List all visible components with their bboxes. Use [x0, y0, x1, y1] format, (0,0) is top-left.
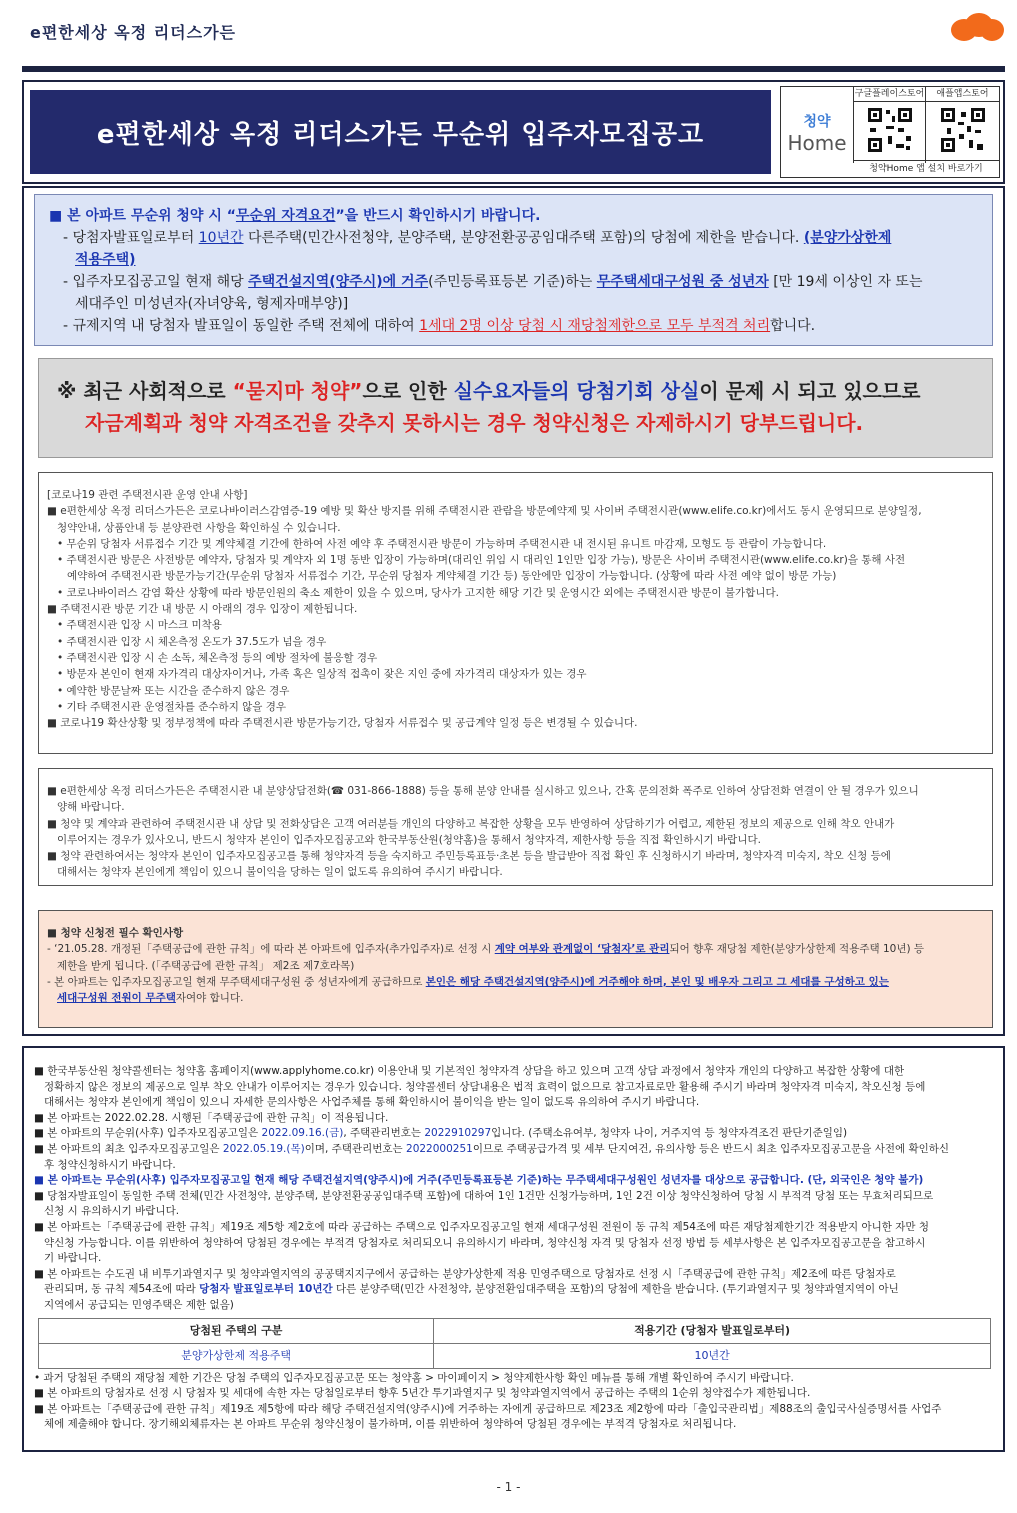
- brand-header: e편한세상 옥정 리더스가든: [30, 23, 237, 42]
- restriction-table: [38, 1318, 991, 1369]
- eligibility-line-1b: 적용주택): [75, 252, 136, 268]
- page-number: - 1 -: [496, 1480, 521, 1494]
- table-header-cell: 당첨된 주택의 구분: [39, 1318, 434, 1343]
- app-install-link[interactable]: 청약Home 앱 설치 바로가기: [853, 160, 999, 177]
- qr-code-icon: [939, 106, 987, 154]
- notice-section: [22, 186, 1005, 1036]
- google-play-qr[interactable]: [853, 87, 925, 163]
- table-cell: 10년간: [434, 1343, 991, 1368]
- phone-notice: ■ e편한세상 옥정 리더스가든은 주택전시관 내 분양상담전화(☎ 031-866-1888) 등을 통해 분양 안내를 실시하고 있으나, 간혹 문의전화 폭주로 인하여 상담전화 연결이 안 될 경우가 있으니 양해 바랍니다. ■ 청약 및 계약과 관련하여 주택전시관 내 상담 및 전화상담은 고객 여러분들 개인의 다양하고 복잡한 상황을 모두 반영하여 상담하기가 어렵고, 제한된 정보의 제공으로 인해 착오 안내가 이루어지는 경우가 있사오니, 반드시 청약자 본인이 입주자모집공고와 한국부동산원(청약홈)을 통해서 청약자격, 제한사항 등을 직접 확인하시기 바랍니다. ■ 청약 관련하여서는 청약자 본인이 입주자모집공고를 통해 청약자격 등을 숙지하고 주민등록표등·초본 등을 발급받아 직접 확인 후 신청하시기 바라며, 청약자격 미숙지, 착오 신청 등에 대해서는 청약자 본인에게 책임이 있으니 불이익을 당하는 일이 없도록 유의하여 주시기 바랍니다.: [38, 768, 993, 886]
- table-cell: 분양가상한제 적용주택: [39, 1343, 434, 1368]
- eligibility-line-2b: 세대주인 미성년자(자녀양육, 형제자매부양)]: [75, 296, 349, 312]
- eligibility-line-3: - 규제지역 내 당첨자 발표일이 동일한 주택 전체에 대하여 1세대 2명 이상 당첨 시 재당첨제한으로 모두 부적격 처리합니다.: [63, 318, 816, 334]
- page-title: e편한세상 옥정 리더스가든 무순위 입주자모집공고: [30, 90, 771, 174]
- app-store-qr[interactable]: [925, 87, 999, 163]
- warning-banner: ※ 최근 사회적으로 “묻지마 청약”으로 인한 실수요자들의 당첨기회 상실이 문제 시 되고 있으므로 자금계획과 청약 자격조건을 갖추지 못하시는 경우 청약신청은 자제하시기 당부드립니다.: [38, 358, 993, 458]
- table-header-cell: 적용기간 (당첨자 발표일로부터): [434, 1318, 991, 1343]
- app-store-label: 애플앱스토어: [926, 87, 999, 102]
- table-row: [39, 1343, 991, 1368]
- google-play-label: 구글플레이스토어: [854, 87, 925, 102]
- header-rule: [22, 66, 1005, 72]
- table-header-row: [39, 1318, 991, 1343]
- covid-notice: [코로나19 관련 주택전시관 운영 안내 사항] ■ e편한세상 옥정 리더스가든은 코로나바이러스감염증-19 예방 및 확산 방지를 위해 주택전시관 관람을 방문예약제 및 사이버 주택전시관(www.elife.co.kr)에서도 동시 운영되므로 분양일정, 청약안내, 상품안내 등 분양관련 사항을 확인하실 수 있습니다. • 무순위 당첨자 서류접수 기간 및 계약체결 기간에 한하여 사전 예약 후 주택전시관 방문이 가능하며 주택전시관 내 전시된 유니트 마감재, 모형도 등 관람이 가능합니다. • 주택전시관 방문은 사전방문 예약자, 당첨자 및 계약자 외 1명 동반 입장이 가능하며(대리인 위임 시 대리인 1인만 입장 가능), 방문은 사이버 주택전시관(www.elife.co.kr)을 통해 사전 예약하여 주택전시관 방문가능기간(무순위 당첨자 서류접수 기간, 무순위 당첨자 계약체결 기간 등) 동안에만 입장이 가능합니다. (상황에 따라 사전 예약 없이 방문 가능) • 코로나바이러스 감염 확산 상황에 따라 방문인원의 축소 제한이 있을 수 있으며, 당사가 고지한 해당 기간 및 운영시간 외에는 주택전시관 방문이 불가합니다. ■ 주택전시관 방문 기간 내 방문 시 아래의 경우 입장이 제한됩니다. • 주택전시관 입장 시 마스크 미착용 • 주택전시관 입장 시 체온측정 온도가 37.5도가 넘을 경우 • 주택전시관 입장 시 손 소독, 체온측정 등의 예방 절차에 불응할 경우 • 방문자 본인이 현재 자가격리 대상자이거나, 가족 혹은 일상적 접촉이 잦은 지인 중에 자가격리 대상자가 있는 경우 • 예약한 방문날짜 또는 시간을 준수하지 않은 경우 • 기타 주택전시관 운영절차를 준수하지 않을 경우 ■ 코로나19 확산상황 및 정부정책에 따라 주택전시관 방문가능기간, 당첨자 서류접수 및 공급계약 일정 등은 변경될 수 있습니다.: [38, 472, 993, 754]
- eligibility-notice: [34, 194, 993, 346]
- eligibility-line-2: - 입주자모집공고일 현재 해당 주택건설지역(양주시)에 거주(주민등록표등본 기준)하는 무주택세대구성원 중 성년자 [만 19세 이상인 자 또는: [63, 274, 923, 290]
- applyhome-logo: [783, 93, 851, 173]
- eligibility-line-1: - 당첨자발표일로부터 10년간 다른주택(민간사전청약, 분양주택, 분양전환공공임대주택 포함)의 당첨에 제한을 받습니다. (분양가상한제: [63, 230, 892, 246]
- pre-application-checklist: ■ 청약 신청전 필수 확인사항 - ‘21.05.28. 개정된「주택공급에 관한 규칙」에 따라 본 아파트에 입주자(추가입주자)로 선정 시 계약 여부와 관계없이 ‘당첨자’로 관리되어 향후 재당첨 제한(분양가상한제 적용주택 10년) 등 제한을 받게 됩니다. (「주택공급에 관한 규칙」 제2조 제7호라목) - 본 아파트는 입주자모집공고일 현재 무주택세대구성원 중 성년자에게 공급하므로 본인은 해당 주택건설지역(양주시)에 거주해야 하며, 본인 및 배우자 그리고 그 세대를 구성하고 있는 세대구성원 전원이 무주택자여야 합니다.: [38, 910, 993, 1028]
- cloud-logo-icon: [949, 12, 1005, 42]
- qr-code-icon: [866, 106, 914, 154]
- logo-bottom-text: Home: [787, 131, 847, 155]
- title-section: [22, 80, 1005, 184]
- eligibility-heading: ■ 본 아파트 무순위 청약 시 “무순위 자격요건”을 반드시 확인하시기 바랍니다.: [49, 208, 541, 224]
- logo-top-text: 청약: [803, 114, 831, 130]
- qr-panel[interactable]: [780, 86, 1000, 178]
- detail-section: ■ 한국부동산원 청약콜센터는 청약홈 홈페이지(www.applyhome.co.kr) 이용안내 및 기본적인 청약자격 상담을 하고 있으며 고객 상담 과정에서 청약자 개인의 다양하고 복잡한 상황에 대한 정확하지 않은 정보의 제공으로 일부 착오 안내가 이루어지는 경우가 있습니다. 청약콜센터 상담내용은 법적 효력이 없으므로 참고자료로만 활용해 주시기 바라며 청약자격 미숙지, 착오신청 등에 대해서는 청약자 본인에게 책임이 있으니 자세한 문의사항은 사업주체를 통해 확인하시어 불이익을 받는 일이 없도록 유의하여 주시기 바랍니다. ■ 본 아파트는 2022.02.28. 시행된「주택공급에 관한 규칙」이 적용됩니다. ■ 본 아파트의 무순위(사후) 입주자모집공고일은 2022.09.16.(금), 주택관리번호는 2022910297입니다. (주택소유여부, 청약자 나이, 거주지역 등 청약자격조건 판단기준일임) ■ 본 아파트의 최초 입주자모집공고일은 2022.05.19.(목)이며, 주택관리번호는 2022000251이므로 주택공급가격 및 세부 단지여건, 유의사항 등은 반드시 최초 입주자모집공고문을 사전에 확인하신 후 청약신청하시기 바랍니다. ■ 본 아파트는 무순위(사후) 입주자모집공고일 현재 해당 주택건설지역(양주시)에 거주(주민등록표등본 기준)하는 무주택세대구성원인 성년자를 대상으로 공급합니다. (단, 외국인은 청약 불가) ■ 당첨자발표일이 동일한 주택 전체(민간 사전청약, 분양주택, 분양전환공공임대주택 포함)에 대하여 1인 1건만 신청가능하며, 1인 2건 이상 청약신청하여 당첨 시 부적격 당첨 또는 무효처리되므로 신청 시 유의하시기 바랍니다. ■ 본 아파트는「주택공급에 관한 규칙」제19조 제5항 제2호에 따라 공급하는 주택으로 입주자모집공고일 현재 세대구성원 전원이 동 규칙 제54조에 따른 재당첨제한기간 적용받지 아니한 자만 청 약신청 가능합니다. 이를 위반하여 청약하여 당첨된 경우에는 부적격 당첨자로 처리되오니 유의하시기 바라며, 청약신청 자격 및 당첨자 선정 방법 등 세부사항은 본 입주자모집공고문을 참고하시 기 바랍니다. ■ 본 아파트는 수도권 내 비투기과열지구 및 청약과열지역의 공공택지지구에서 공급하는 분양가상한제 적용 민영주택으로 당첨자로 선정 시「주택공급에 관한 규칙」제2조에 따른 당첨자로 관리되며, 동 규칙 제54조에 따라 당첨자 발표일로부터 10년간 다른 분양주택(민간 사전청약, 분양전환임대주택을 포함)의 당첨에 제한을 받습니다. (투기과열지구 및 청약과열지역이 아닌 지역에서 공급되는 민영주택은 제한 없음) 당첨된 주택의 구분 적용기간 (당첨자 발표일로부터) 분양가상한제 적용주택 10년간 • 과거 당첨된 주택의 재당첨 제한 기간은 당첨 주택의 입주자모집공고문 또는 청약홈 > 마이페이지 > 청약제한사항 확인 메뉴를 통해 개별 확인하여 주시기 바랍니다. ■ 본 아파트의 당첨자로 선정 시 당첨자 및 세대에 속한 자는 당첨일로부터 향후 5년간 투기과열지구 및 청약과열지역에서 공급하는 주택의 1순위 청약접수가 제한됩니다. ■ 본 아파트는「주택공급에 관한 규칙」제19조 제5항에 따라 해당 주택건설지역(양주시)에 거주하는 자에게 공급하므로 제23조 제2항에 따라「출입국관리법」제88조의 출입국사실증명서를 사업주 체에 제출해야 합니다. 장기해외체류자는 본 아파트 무순위 청약신청이 불가하며, 이를 위반하여 청약하여 당첨된 경우에는 부적격 당첨자로 처리됩니다.: [22, 1046, 1005, 1452]
